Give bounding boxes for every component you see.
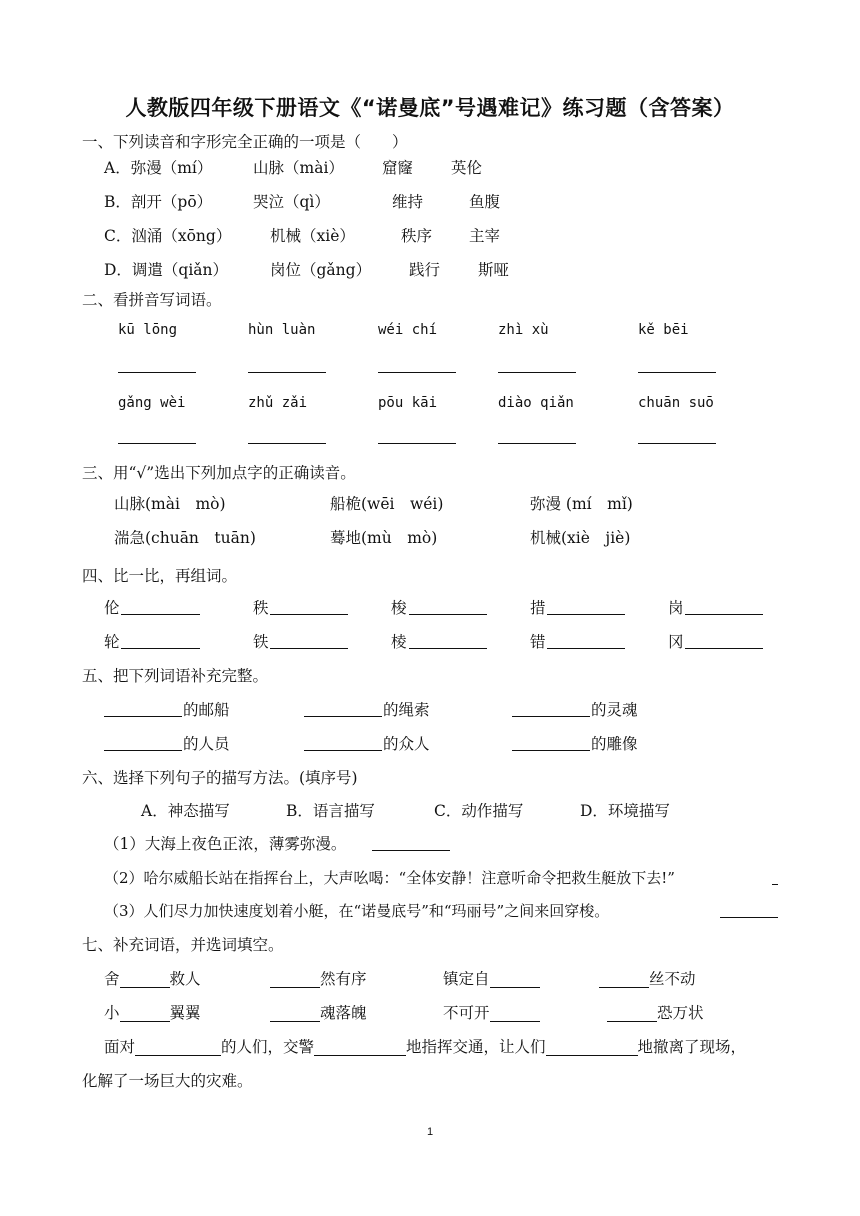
q5-answer-blank[interactable] <box>104 716 182 717</box>
q4-answer-blank[interactable] <box>270 614 348 615</box>
q5-answer-blank[interactable] <box>104 750 182 751</box>
q2-pinyin-6: gǎng wèi <box>118 395 186 411</box>
q2-answer-blank[interactable] <box>378 372 456 373</box>
q4-char: 秩 <box>253 599 269 617</box>
q7-suffix: 救人 <box>169 970 201 988</box>
q3-item-6[interactable]: 机械(xiè jiè) <box>530 529 631 547</box>
q2-answer-blank[interactable] <box>378 443 456 444</box>
q7-text: 的人们，交警 <box>221 1038 315 1056</box>
q7-answer-blank[interactable] <box>270 1005 320 1022</box>
q1-option-c-word1: C．汹涌（xōng） <box>104 227 232 245</box>
q7-answer-blank[interactable] <box>120 971 170 988</box>
q2-pinyin-1: kū lōng <box>118 322 178 338</box>
q7-suffix: 丝不动 <box>649 970 696 988</box>
q4-char: 错 <box>530 633 546 651</box>
q1-option-d-word3: 践行 <box>409 261 441 279</box>
q1-heading: 一、下列读音和字形完全正确的一项是（ ） <box>82 133 408 151</box>
q6-sentence-2: （2）哈尔威船长站在指挥台上，大声吆喝：“全体安静！注意听命令把救生艇放下去!” <box>104 869 675 887</box>
q4-heading: 四、比一比，再组词。 <box>82 567 238 585</box>
q4-char: 措 <box>530 599 546 617</box>
q1-option-b-word2: 哭泣（qì） <box>253 193 330 211</box>
q7-word <box>607 1003 704 1023</box>
q6-option: A．神态描写 <box>141 802 230 820</box>
q5-answer-blank[interactable] <box>512 716 590 717</box>
q2-pinyin-5: kě bēi <box>638 322 689 338</box>
q2-answer-blank[interactable] <box>248 443 326 444</box>
q7-suffix: 然有序 <box>320 970 367 988</box>
q4-char: 梭 <box>391 599 407 617</box>
q7-suffix: 翼翼 <box>169 1004 201 1022</box>
q7-suffix: 魂落魄 <box>320 1004 367 1022</box>
q7-word <box>599 969 696 989</box>
q4-answer-blank[interactable] <box>547 648 625 649</box>
page-number: 1 <box>426 1126 434 1138</box>
q2-pinyin-10: chuān suō <box>638 395 714 411</box>
q7-heading: 七、补充词语，并选词填空。 <box>82 936 284 954</box>
q1-option-d-word2: 岗位（gǎng） <box>270 261 372 279</box>
q1-option-d-word4: 斯哑 <box>478 261 510 279</box>
q3-item-1[interactable]: 山脉(mài mò) <box>114 495 226 513</box>
q5-phrase: 的灵魂 <box>591 701 638 719</box>
q4-answer-blank[interactable] <box>547 614 625 615</box>
q4-answer-blank[interactable] <box>685 614 763 615</box>
q1-option-b-word1: B．剖开（pō） <box>104 193 213 211</box>
q4-answer-blank[interactable] <box>685 648 763 649</box>
q7-word <box>104 1003 201 1023</box>
q6-answer-blank[interactable] <box>372 850 450 851</box>
page-title: 人教版四年级下册语文《“诺曼底”号遇难记》练习题（含答案） <box>125 96 735 120</box>
q5-phrase: 的绳索 <box>383 701 430 719</box>
q1-option-c-word4: 主宰 <box>469 227 501 245</box>
q6-heading: 六、选择下列句子的描写方法。(填序号) <box>82 769 358 787</box>
q2-pinyin-7: zhǔ zǎi <box>248 395 308 411</box>
q7-answer-blank[interactable] <box>607 1005 657 1022</box>
q5-answer-blank[interactable] <box>304 750 382 751</box>
q7-answer-blank[interactable] <box>490 971 540 988</box>
q7-word <box>270 1003 367 1023</box>
q2-pinyin-2: hùn luàn <box>248 322 316 338</box>
q4-char: 铁 <box>253 633 269 651</box>
q7-word <box>104 969 201 989</box>
q4-answer-blank[interactable] <box>409 648 487 649</box>
q2-pinyin-3: wéi chí <box>378 322 438 338</box>
q4-answer-blank[interactable] <box>409 614 487 615</box>
q1-option-d-word1: D．调遣（qiǎn） <box>104 261 229 279</box>
q7-answer-blank[interactable] <box>314 1039 406 1056</box>
q2-answer-blank[interactable] <box>638 443 716 444</box>
q2-pinyin-9: diào qiǎn <box>498 395 574 411</box>
q6-option: C．动作描写 <box>434 802 524 820</box>
q7-word <box>443 1003 540 1023</box>
q1-option-c-word2: 机械（xiè） <box>270 227 355 245</box>
q1-option-b-word4: 鱼腹 <box>469 193 501 211</box>
q2-pinyin-8: pōu kāi <box>378 395 438 411</box>
q5-phrase: 的邮船 <box>183 701 230 719</box>
q6-answer-blank[interactable] <box>772 884 778 885</box>
q7-answer-blank[interactable] <box>599 971 649 988</box>
q7-prefix: 镇定自 <box>443 970 490 988</box>
q2-answer-blank[interactable] <box>118 372 196 373</box>
q4-answer-blank[interactable] <box>270 648 348 649</box>
q4-char: 棱 <box>391 633 407 651</box>
q3-item-3[interactable]: 弥漫 (mí mǐ) <box>530 495 633 513</box>
q5-heading: 五、把下列词语补充完整。 <box>82 667 269 685</box>
q4-answer-blank[interactable] <box>121 648 200 649</box>
q1-option-a-word2 <box>253 158 344 178</box>
q1-option-a-text2: 山脉（mài） <box>253 159 344 177</box>
q1-option-c-word3: 秩序 <box>401 227 433 245</box>
q7-answer-blank[interactable] <box>120 1005 170 1022</box>
q6-answer-blank[interactable] <box>720 917 778 918</box>
q7-word <box>270 969 367 989</box>
q5-answer-blank[interactable] <box>304 716 382 717</box>
q7-answer-blank[interactable] <box>490 1005 540 1022</box>
q2-answer-blank[interactable] <box>498 443 576 444</box>
q6-sentence-3: （3）人们尽力加快速度划着小艇，在“诺曼底号”和“玛丽号”之间来回穿梭。 <box>104 902 610 920</box>
q7-suffix: 恐万状 <box>657 1004 704 1022</box>
q7-text: 地撤离了现场， <box>637 1038 747 1056</box>
q7-answer-blank[interactable] <box>135 1039 221 1056</box>
q7-paragraph-line2: 化解了一场巨大的灾难。 <box>82 1072 253 1090</box>
q3-item-4[interactable]: 湍急(chuān tuān) <box>114 529 256 547</box>
q1-option-a-text1: A．弥漫（mí） <box>104 159 213 177</box>
q1-option-b-word3: 维持 <box>392 193 424 211</box>
q7-prefix: 舍 <box>104 970 120 988</box>
q5-answer-blank[interactable] <box>512 750 590 751</box>
q5-phrase: 的人员 <box>183 735 230 753</box>
q3-item-5[interactable]: 蓦地(mù mò) <box>330 529 438 547</box>
q7-paragraph-line1 <box>104 1037 746 1057</box>
q1-option-a-word3: 窟窿 <box>382 159 414 177</box>
q4-char: 冈 <box>668 633 684 651</box>
q2-answer-blank[interactable] <box>638 372 716 373</box>
q2-answer-blank[interactable] <box>248 372 326 373</box>
q7-answer-blank[interactable] <box>546 1039 638 1056</box>
q4-char: 轮 <box>104 633 120 651</box>
q1-option-a-word1 <box>104 158 212 178</box>
q4-char: 伦 <box>104 599 120 617</box>
q7-prefix: 小 <box>104 1004 120 1022</box>
q5-phrase: 的雕像 <box>591 735 638 753</box>
q4-char: 岗 <box>668 599 684 617</box>
q2-answer-blank[interactable] <box>498 372 576 373</box>
q2-pinyin-4: zhì xù <box>498 322 549 338</box>
q3-item-2[interactable]: 船桅(wēi wéi) <box>330 495 444 513</box>
q5-phrase: 的众人 <box>383 735 430 753</box>
q6-option: B．语言描写 <box>286 802 375 820</box>
q7-prefix: 不可开 <box>443 1004 490 1022</box>
q2-heading: 二、看拼音写词语。 <box>82 291 222 309</box>
q6-option: D．环境描写 <box>580 802 670 820</box>
q6-sentence-1: （1）大海上夜色正浓，薄雾弥漫。 <box>104 835 347 853</box>
q7-word <box>443 969 540 989</box>
q7-answer-blank[interactable] <box>270 971 320 988</box>
q1-option-a-word4: 英伦 <box>451 159 483 177</box>
q2-answer-blank[interactable] <box>118 443 196 444</box>
q3-heading: 三、用“√”选出下列加点字的正确读音。 <box>82 464 356 482</box>
q7-text: 地指挥交通，让人们 <box>406 1038 546 1056</box>
q4-answer-blank[interactable] <box>121 614 200 615</box>
q7-text: 面对 <box>104 1038 136 1056</box>
